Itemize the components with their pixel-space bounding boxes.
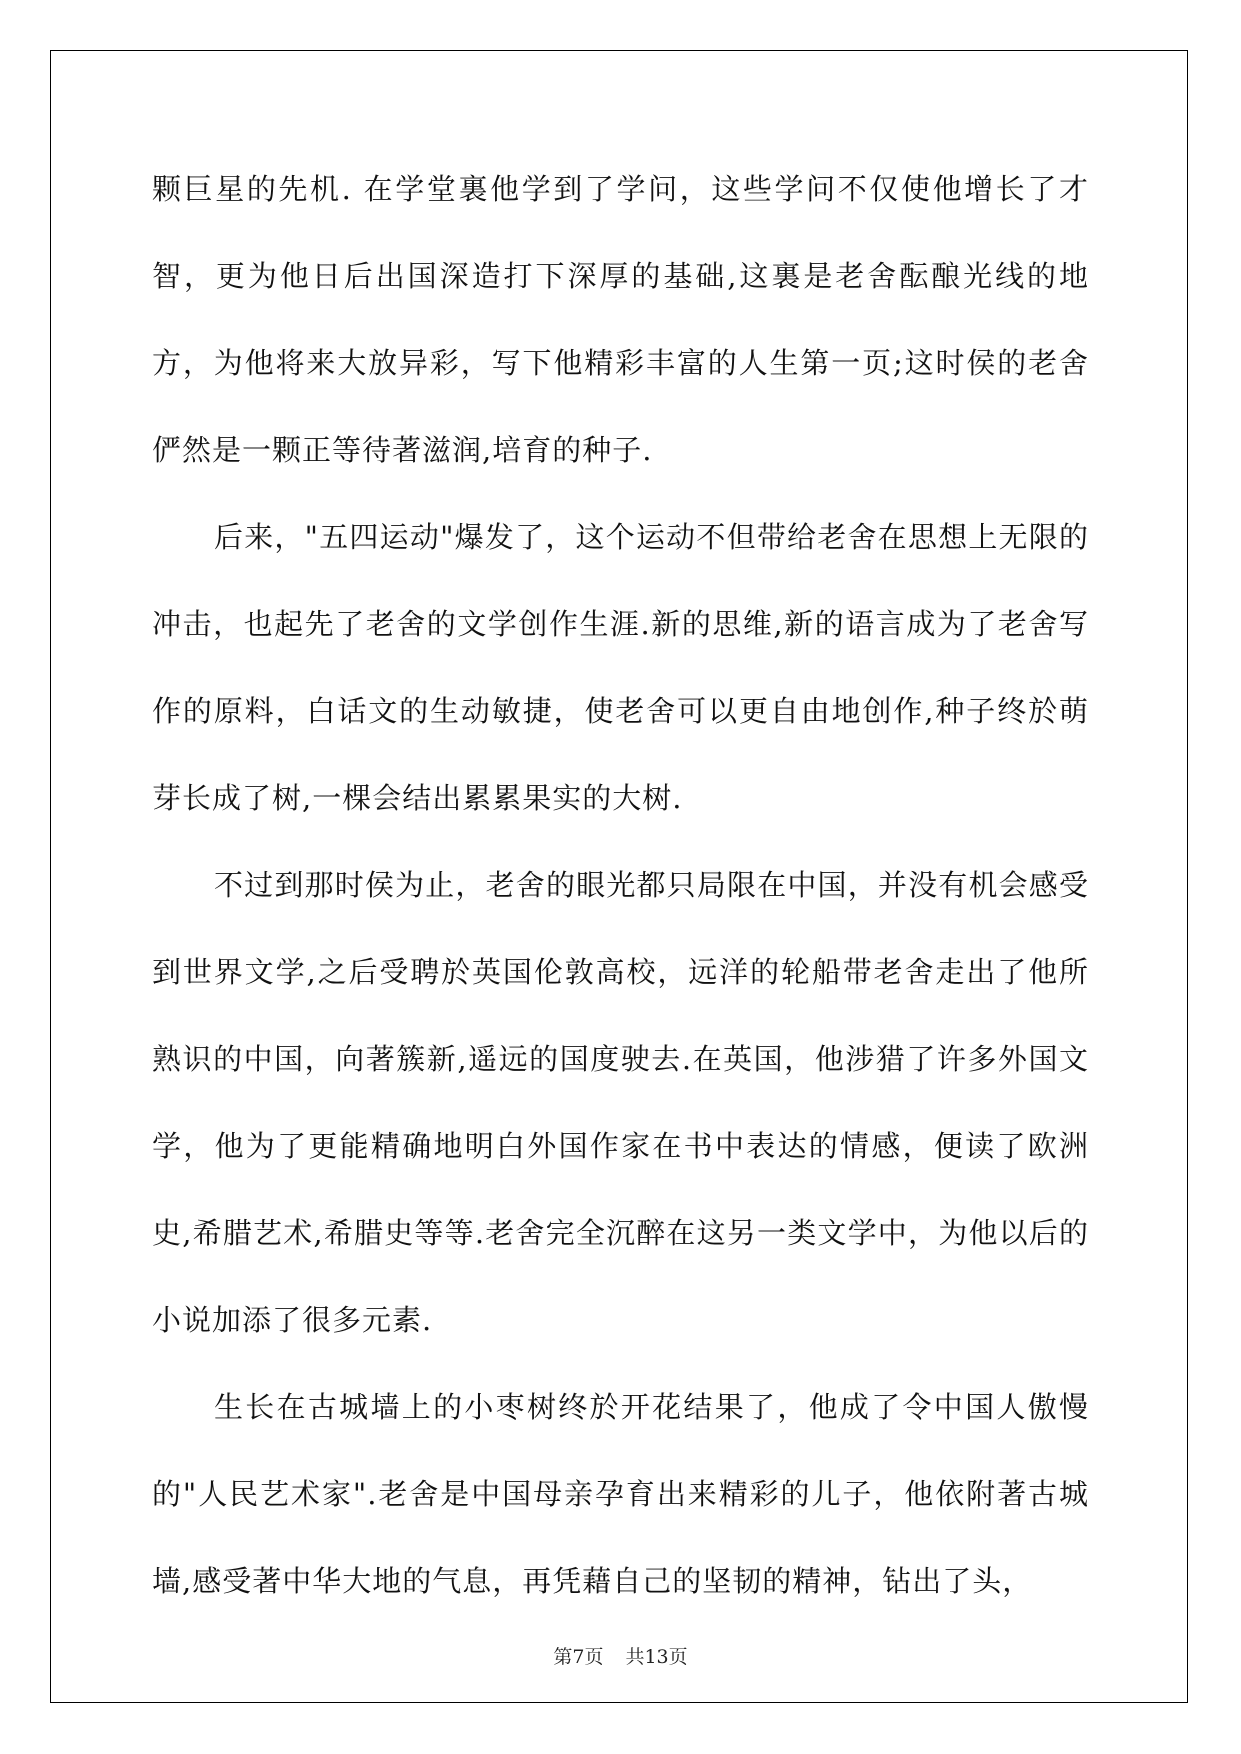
paragraph-may-fourth: 后来，"五四运动"爆发了，这个运动不但带给老舍在思想上无限的冲击，也起先了老舍的文学创作生涯.新的思维,新的语言成为了老舍写作的原料，白话文的生动敏捷，使老舍可以更自由地创作,种子终於萌芽长成了树,一棵会结出累累果实的大树. [152,520,1089,815]
document-body [152,146,1089,1625]
paragraph-england: 不过到那时侯为止，老舍的眼光都只局限在中国，并没有机会感受到世界文学,之后受聘於英国伦敦高校，远洋的轮船带老舍走出了他所熟识的中国，向著簇新,遥远的国度驶去.在英国，他涉猎了许多外国文学，他为了更能精确地明白外国作家在书中表达的情感，便读了欧洲史,希腊艺术,希腊史等等.老舍完全沉醉在这另一类文学中，为他以后的小说加添了很多元素. [152,868,1089,1337]
page-number: 第7页 [553,1646,604,1668]
page-footer [0,1642,1241,1669]
paragraph-people-artist: 生长在古城墙上的小枣树终於开花结果了，他成了令中国人傲慢的"人民艺术家".老舍是中国母亲孕育出来精彩的儿子，他依附著古城墙,感受著中华大地的气息，再凭藉自己的坚韧的精神，钻出了头， [152,1390,1089,1598]
paragraph-continued: 颗巨星的先机. 在学堂裏他学到了学问，这些学问不仅使他增长了才智，更为他日后出国深造打下深厚的基础,这裏是老舍酝酿光线的地方，为他将来大放异彩，写下他精彩丰富的人生第一页;这时侯的老舍俨然是一颗正等待著滋润,培育的种子. [152,172,1089,467]
page-total: 共13页 [625,1646,688,1668]
